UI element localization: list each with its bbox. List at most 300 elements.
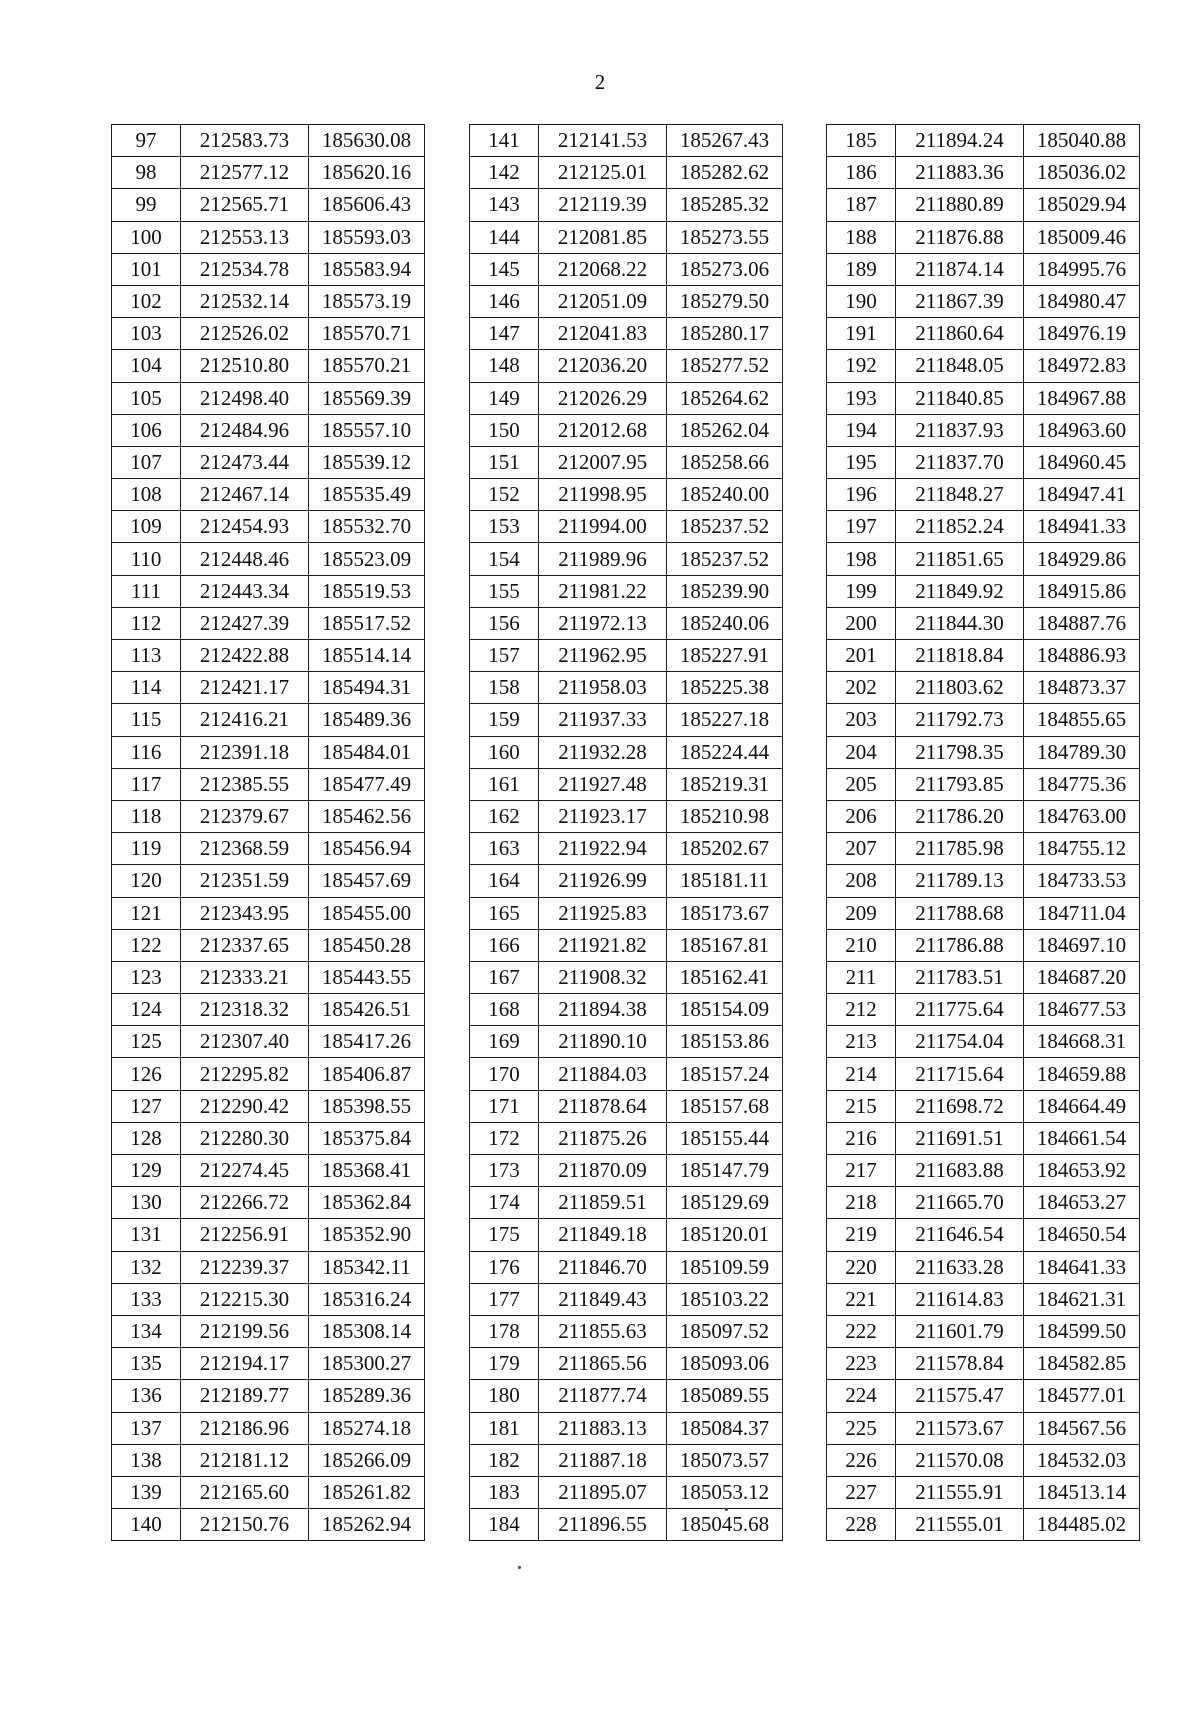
table-row xyxy=(112,221,425,253)
table-row xyxy=(112,1187,425,1219)
table-row xyxy=(470,800,783,832)
table-row xyxy=(470,865,783,897)
table-row xyxy=(827,1058,1140,1090)
table-row xyxy=(827,350,1140,382)
table-row xyxy=(470,350,783,382)
point-number-cell: 191 xyxy=(827,318,896,350)
table-row xyxy=(112,1219,425,1251)
x-coordinate-cell: 211775.64 xyxy=(896,994,1024,1026)
y-coordinate-cell: 185300.27 xyxy=(309,1348,425,1380)
table-row xyxy=(112,865,425,897)
point-number-cell: 223 xyxy=(827,1348,896,1380)
point-number-cell: 150 xyxy=(470,414,539,446)
y-coordinate-cell: 184972.83 xyxy=(1024,350,1140,382)
y-coordinate-cell: 184650.54 xyxy=(1024,1219,1140,1251)
x-coordinate-cell: 211754.04 xyxy=(896,1026,1024,1058)
point-number-cell: 189 xyxy=(827,253,896,285)
point-number-cell: 117 xyxy=(112,768,181,800)
table-row xyxy=(112,1090,425,1122)
table-row xyxy=(470,704,783,736)
point-number-cell: 147 xyxy=(470,318,539,350)
table-row xyxy=(470,1476,783,1508)
table-row xyxy=(470,318,783,350)
point-number-cell: 158 xyxy=(470,672,539,704)
table-row xyxy=(112,253,425,285)
x-coordinate-cell: 211962.95 xyxy=(539,640,667,672)
x-coordinate-cell: 212036.20 xyxy=(539,350,667,382)
y-coordinate-cell: 184995.76 xyxy=(1024,253,1140,285)
y-coordinate-cell: 184687.20 xyxy=(1024,961,1140,993)
x-coordinate-cell: 211786.88 xyxy=(896,929,1024,961)
y-coordinate-cell: 185274.18 xyxy=(309,1412,425,1444)
point-number-cell: 200 xyxy=(827,607,896,639)
point-number-cell: 101 xyxy=(112,253,181,285)
y-coordinate-cell: 185620.16 xyxy=(309,157,425,189)
point-number-cell: 152 xyxy=(470,479,539,511)
point-number-cell: 103 xyxy=(112,318,181,350)
y-coordinate-cell: 184763.00 xyxy=(1024,800,1140,832)
point-number-cell: 166 xyxy=(470,929,539,961)
x-coordinate-cell: 212165.60 xyxy=(181,1476,309,1508)
x-coordinate-cell: 212194.17 xyxy=(181,1348,309,1380)
point-number-cell: 228 xyxy=(827,1509,896,1541)
point-number-cell: 137 xyxy=(112,1412,181,1444)
point-number-cell: 134 xyxy=(112,1315,181,1347)
point-number-cell: 198 xyxy=(827,543,896,575)
y-coordinate-cell: 185583.94 xyxy=(309,253,425,285)
y-coordinate-cell: 185120.01 xyxy=(667,1219,783,1251)
table-row xyxy=(112,1122,425,1154)
x-coordinate-cell: 212473.44 xyxy=(181,446,309,478)
y-coordinate-cell: 185535.49 xyxy=(309,479,425,511)
coordinate-table-1 xyxy=(111,124,425,1541)
point-number-cell: 109 xyxy=(112,511,181,543)
y-coordinate-cell: 185426.51 xyxy=(309,994,425,1026)
y-coordinate-cell: 185258.66 xyxy=(667,446,783,478)
table-row xyxy=(827,1283,1140,1315)
x-coordinate-cell: 211884.03 xyxy=(539,1058,667,1090)
x-coordinate-cell: 211851.65 xyxy=(896,543,1024,575)
point-number-cell: 168 xyxy=(470,994,539,1026)
table-row xyxy=(112,640,425,672)
point-number-cell: 210 xyxy=(827,929,896,961)
point-number-cell: 205 xyxy=(827,768,896,800)
x-coordinate-cell: 211848.05 xyxy=(896,350,1024,382)
y-coordinate-cell: 184963.60 xyxy=(1024,414,1140,446)
table-row xyxy=(470,1026,783,1058)
point-number-cell: 207 xyxy=(827,833,896,865)
table-row xyxy=(470,1251,783,1283)
point-number-cell: 164 xyxy=(470,865,539,897)
table-row xyxy=(112,897,425,929)
x-coordinate-cell: 212290.42 xyxy=(181,1090,309,1122)
y-coordinate-cell: 184659.88 xyxy=(1024,1058,1140,1090)
x-coordinate-cell: 211883.36 xyxy=(896,157,1024,189)
point-number-cell: 108 xyxy=(112,479,181,511)
y-coordinate-cell: 185569.39 xyxy=(309,382,425,414)
x-coordinate-cell: 211646.54 xyxy=(896,1219,1024,1251)
x-coordinate-cell: 211818.84 xyxy=(896,640,1024,672)
table-row xyxy=(470,414,783,446)
x-coordinate-cell: 211788.68 xyxy=(896,897,1024,929)
table-row xyxy=(112,1283,425,1315)
table-row xyxy=(112,382,425,414)
x-coordinate-cell: 211896.55 xyxy=(539,1509,667,1541)
x-coordinate-cell: 211785.98 xyxy=(896,833,1024,865)
point-number-cell: 167 xyxy=(470,961,539,993)
x-coordinate-cell: 212051.09 xyxy=(539,285,667,317)
table-row xyxy=(827,318,1140,350)
x-coordinate-cell: 211878.64 xyxy=(539,1090,667,1122)
y-coordinate-cell: 185457.69 xyxy=(309,865,425,897)
table-row xyxy=(827,575,1140,607)
y-coordinate-cell: 185342.11 xyxy=(309,1251,425,1283)
point-number-cell: 126 xyxy=(112,1058,181,1090)
point-number-cell: 195 xyxy=(827,446,896,478)
y-coordinate-cell: 185352.90 xyxy=(309,1219,425,1251)
point-number-cell: 111 xyxy=(112,575,181,607)
table-row xyxy=(827,189,1140,221)
table-row xyxy=(827,1026,1140,1058)
point-number-cell: 105 xyxy=(112,382,181,414)
point-number-cell: 224 xyxy=(827,1380,896,1412)
x-coordinate-cell: 212274.45 xyxy=(181,1155,309,1187)
x-coordinate-cell: 212385.55 xyxy=(181,768,309,800)
x-coordinate-cell: 211793.85 xyxy=(896,768,1024,800)
x-coordinate-cell: 211849.92 xyxy=(896,575,1024,607)
x-coordinate-cell: 212295.82 xyxy=(181,1058,309,1090)
point-number-cell: 216 xyxy=(827,1122,896,1154)
table-row xyxy=(112,1315,425,1347)
point-number-cell: 204 xyxy=(827,736,896,768)
y-coordinate-cell: 185240.00 xyxy=(667,479,783,511)
x-coordinate-cell: 211894.38 xyxy=(539,994,667,1026)
point-number-cell: 177 xyxy=(470,1283,539,1315)
table-row xyxy=(827,640,1140,672)
x-coordinate-cell: 211683.88 xyxy=(896,1155,1024,1187)
y-coordinate-cell: 185147.79 xyxy=(667,1155,783,1187)
table-row xyxy=(470,125,783,157)
point-number-cell: 181 xyxy=(470,1412,539,1444)
y-coordinate-cell: 184485.02 xyxy=(1024,1509,1140,1541)
table-row xyxy=(470,575,783,607)
x-coordinate-cell: 211922.94 xyxy=(539,833,667,865)
table-row xyxy=(827,382,1140,414)
point-number-cell: 212 xyxy=(827,994,896,1026)
scan-speck xyxy=(725,1508,728,1511)
table-row xyxy=(112,1444,425,1476)
table-row xyxy=(827,929,1140,961)
x-coordinate-cell: 211880.89 xyxy=(896,189,1024,221)
point-number-cell: 157 xyxy=(470,640,539,672)
table-row xyxy=(470,446,783,478)
table-row xyxy=(470,929,783,961)
x-coordinate-cell: 211908.32 xyxy=(539,961,667,993)
table-row xyxy=(470,1509,783,1541)
x-coordinate-cell: 211895.07 xyxy=(539,1476,667,1508)
point-number-cell: 225 xyxy=(827,1412,896,1444)
y-coordinate-cell: 185103.22 xyxy=(667,1283,783,1315)
coordinate-table-3 xyxy=(826,124,1140,1541)
y-coordinate-cell: 184641.33 xyxy=(1024,1251,1140,1283)
point-number-cell: 215 xyxy=(827,1090,896,1122)
y-coordinate-cell: 184653.92 xyxy=(1024,1155,1140,1187)
x-coordinate-cell: 211958.03 xyxy=(539,672,667,704)
x-coordinate-cell: 211570.08 xyxy=(896,1444,1024,1476)
y-coordinate-cell: 184887.76 xyxy=(1024,607,1140,639)
x-coordinate-cell: 212141.53 xyxy=(539,125,667,157)
point-number-cell: 199 xyxy=(827,575,896,607)
table-row xyxy=(112,511,425,543)
x-coordinate-cell: 211921.82 xyxy=(539,929,667,961)
y-coordinate-cell: 185240.06 xyxy=(667,607,783,639)
point-number-cell: 188 xyxy=(827,221,896,253)
x-coordinate-cell: 211698.72 xyxy=(896,1090,1024,1122)
point-number-cell: 104 xyxy=(112,350,181,382)
table-row xyxy=(827,446,1140,478)
y-coordinate-cell: 185523.09 xyxy=(309,543,425,575)
point-number-cell: 194 xyxy=(827,414,896,446)
table-row xyxy=(470,1155,783,1187)
table-row xyxy=(827,736,1140,768)
table-row xyxy=(827,672,1140,704)
y-coordinate-cell: 185285.32 xyxy=(667,189,783,221)
point-number-cell: 163 xyxy=(470,833,539,865)
point-number-cell: 175 xyxy=(470,1219,539,1251)
table-row xyxy=(827,1444,1140,1476)
table-row xyxy=(827,1122,1140,1154)
table-row xyxy=(112,350,425,382)
point-number-cell: 132 xyxy=(112,1251,181,1283)
x-coordinate-cell: 211601.79 xyxy=(896,1315,1024,1347)
y-coordinate-cell: 185157.24 xyxy=(667,1058,783,1090)
point-number-cell: 226 xyxy=(827,1444,896,1476)
y-coordinate-cell: 185519.53 xyxy=(309,575,425,607)
x-coordinate-cell: 212498.40 xyxy=(181,382,309,414)
table-row xyxy=(827,1315,1140,1347)
y-coordinate-cell: 184599.50 xyxy=(1024,1315,1140,1347)
y-coordinate-cell: 184567.56 xyxy=(1024,1412,1140,1444)
table-row xyxy=(470,253,783,285)
page-number: 2 xyxy=(594,70,606,94)
point-number-cell: 119 xyxy=(112,833,181,865)
table-row xyxy=(470,1219,783,1251)
table-row xyxy=(827,865,1140,897)
x-coordinate-cell: 211575.47 xyxy=(896,1380,1024,1412)
table-row xyxy=(112,800,425,832)
table-row xyxy=(112,446,425,478)
y-coordinate-cell: 185279.50 xyxy=(667,285,783,317)
x-coordinate-cell: 211877.74 xyxy=(539,1380,667,1412)
table-row xyxy=(470,382,783,414)
x-coordinate-cell: 211849.43 xyxy=(539,1283,667,1315)
table-row xyxy=(470,1122,783,1154)
y-coordinate-cell: 185219.31 xyxy=(667,768,783,800)
point-number-cell: 222 xyxy=(827,1315,896,1347)
x-coordinate-cell: 211573.67 xyxy=(896,1412,1024,1444)
x-coordinate-cell: 212119.39 xyxy=(539,189,667,221)
x-coordinate-cell: 211874.14 xyxy=(896,253,1024,285)
x-coordinate-cell: 212333.21 xyxy=(181,961,309,993)
point-number-cell: 196 xyxy=(827,479,896,511)
y-coordinate-cell: 185029.94 xyxy=(1024,189,1140,221)
y-coordinate-cell: 185593.03 xyxy=(309,221,425,253)
x-coordinate-cell: 211932.28 xyxy=(539,736,667,768)
x-coordinate-cell: 212391.18 xyxy=(181,736,309,768)
y-coordinate-cell: 185375.84 xyxy=(309,1122,425,1154)
x-coordinate-cell: 211633.28 xyxy=(896,1251,1024,1283)
y-coordinate-cell: 185277.52 xyxy=(667,350,783,382)
point-number-cell: 133 xyxy=(112,1283,181,1315)
y-coordinate-cell: 184677.53 xyxy=(1024,994,1140,1026)
y-coordinate-cell: 185282.62 xyxy=(667,157,783,189)
table-row xyxy=(827,125,1140,157)
point-number-cell: 97 xyxy=(112,125,181,157)
point-number-cell: 161 xyxy=(470,768,539,800)
x-coordinate-cell: 212565.71 xyxy=(181,189,309,221)
x-coordinate-cell: 212467.14 xyxy=(181,479,309,511)
table-row xyxy=(827,1412,1140,1444)
point-number-cell: 128 xyxy=(112,1122,181,1154)
point-number-cell: 130 xyxy=(112,1187,181,1219)
point-number-cell: 121 xyxy=(112,897,181,929)
point-number-cell: 140 xyxy=(112,1509,181,1541)
x-coordinate-cell: 211875.26 xyxy=(539,1122,667,1154)
y-coordinate-cell: 184733.53 xyxy=(1024,865,1140,897)
point-number-cell: 141 xyxy=(470,125,539,157)
y-coordinate-cell: 184711.04 xyxy=(1024,897,1140,929)
point-number-cell: 124 xyxy=(112,994,181,1026)
y-coordinate-cell: 185162.41 xyxy=(667,961,783,993)
x-coordinate-cell: 211883.13 xyxy=(539,1412,667,1444)
x-coordinate-cell: 211998.95 xyxy=(539,479,667,511)
point-number-cell: 172 xyxy=(470,1122,539,1154)
y-coordinate-cell: 185181.11 xyxy=(667,865,783,897)
y-coordinate-cell: 184653.27 xyxy=(1024,1187,1140,1219)
x-coordinate-cell: 212427.39 xyxy=(181,607,309,639)
x-coordinate-cell: 211792.73 xyxy=(896,704,1024,736)
table-row xyxy=(470,189,783,221)
point-number-cell: 139 xyxy=(112,1476,181,1508)
point-number-cell: 99 xyxy=(112,189,181,221)
y-coordinate-cell: 185266.09 xyxy=(309,1444,425,1476)
table-row xyxy=(470,1380,783,1412)
x-coordinate-cell: 212416.21 xyxy=(181,704,309,736)
x-coordinate-cell: 212337.65 xyxy=(181,929,309,961)
point-number-cell: 185 xyxy=(827,125,896,157)
point-number-cell: 151 xyxy=(470,446,539,478)
y-coordinate-cell: 185316.24 xyxy=(309,1283,425,1315)
y-coordinate-cell: 185045.68 xyxy=(667,1509,783,1541)
x-coordinate-cell: 211887.18 xyxy=(539,1444,667,1476)
table-row xyxy=(470,1348,783,1380)
point-number-cell: 112 xyxy=(112,607,181,639)
point-number-cell: 138 xyxy=(112,1444,181,1476)
x-coordinate-cell: 211578.84 xyxy=(896,1348,1024,1380)
x-coordinate-cell: 212266.72 xyxy=(181,1187,309,1219)
point-number-cell: 190 xyxy=(827,285,896,317)
point-number-cell: 155 xyxy=(470,575,539,607)
x-coordinate-cell: 211665.70 xyxy=(896,1187,1024,1219)
table-row xyxy=(470,607,783,639)
y-coordinate-cell: 184941.33 xyxy=(1024,511,1140,543)
table-row xyxy=(112,479,425,511)
table-row xyxy=(112,157,425,189)
y-coordinate-cell: 185539.12 xyxy=(309,446,425,478)
point-number-cell: 165 xyxy=(470,897,539,929)
point-number-cell: 118 xyxy=(112,800,181,832)
y-coordinate-cell: 185264.62 xyxy=(667,382,783,414)
x-coordinate-cell: 211923.17 xyxy=(539,800,667,832)
point-number-cell: 131 xyxy=(112,1219,181,1251)
y-coordinate-cell: 184532.03 xyxy=(1024,1444,1140,1476)
y-coordinate-cell: 184668.31 xyxy=(1024,1026,1140,1058)
point-number-cell: 169 xyxy=(470,1026,539,1058)
x-coordinate-cell: 211860.64 xyxy=(896,318,1024,350)
x-coordinate-cell: 211786.20 xyxy=(896,800,1024,832)
x-coordinate-cell: 211837.93 xyxy=(896,414,1024,446)
table-row xyxy=(827,1509,1140,1541)
y-coordinate-cell: 185455.00 xyxy=(309,897,425,929)
table-row xyxy=(112,1348,425,1380)
y-coordinate-cell: 184755.12 xyxy=(1024,833,1140,865)
y-coordinate-cell: 185153.86 xyxy=(667,1026,783,1058)
point-number-cell: 122 xyxy=(112,929,181,961)
y-coordinate-cell: 185155.44 xyxy=(667,1122,783,1154)
table-row xyxy=(470,1412,783,1444)
x-coordinate-cell: 212510.80 xyxy=(181,350,309,382)
point-number-cell: 120 xyxy=(112,865,181,897)
table-row xyxy=(827,253,1140,285)
x-coordinate-cell: 212583.73 xyxy=(181,125,309,157)
y-coordinate-cell: 184697.10 xyxy=(1024,929,1140,961)
y-coordinate-cell: 184855.65 xyxy=(1024,704,1140,736)
point-number-cell: 115 xyxy=(112,704,181,736)
point-number-cell: 183 xyxy=(470,1476,539,1508)
y-coordinate-cell: 185157.68 xyxy=(667,1090,783,1122)
table-row xyxy=(112,1026,425,1058)
table-row xyxy=(827,1251,1140,1283)
table-row xyxy=(112,736,425,768)
table-row xyxy=(112,125,425,157)
y-coordinate-cell: 185224.44 xyxy=(667,736,783,768)
x-coordinate-cell: 212150.76 xyxy=(181,1509,309,1541)
y-coordinate-cell: 185606.43 xyxy=(309,189,425,221)
point-number-cell: 144 xyxy=(470,221,539,253)
point-number-cell: 186 xyxy=(827,157,896,189)
y-coordinate-cell: 184775.36 xyxy=(1024,768,1140,800)
x-coordinate-cell: 211865.56 xyxy=(539,1348,667,1380)
point-number-cell: 192 xyxy=(827,350,896,382)
x-coordinate-cell: 212081.85 xyxy=(539,221,667,253)
point-number-cell: 178 xyxy=(470,1315,539,1347)
x-coordinate-cell: 212186.96 xyxy=(181,1412,309,1444)
point-number-cell: 114 xyxy=(112,672,181,704)
x-coordinate-cell: 211855.63 xyxy=(539,1315,667,1347)
table-row xyxy=(827,1187,1140,1219)
point-number-cell: 206 xyxy=(827,800,896,832)
point-number-cell: 197 xyxy=(827,511,896,543)
table-row xyxy=(112,1476,425,1508)
table-row xyxy=(470,543,783,575)
table-row xyxy=(112,1509,425,1541)
point-number-cell: 213 xyxy=(827,1026,896,1058)
x-coordinate-cell: 211715.64 xyxy=(896,1058,1024,1090)
y-coordinate-cell: 185227.91 xyxy=(667,640,783,672)
table-row xyxy=(112,1155,425,1187)
table-row xyxy=(827,1219,1140,1251)
y-coordinate-cell: 185368.41 xyxy=(309,1155,425,1187)
